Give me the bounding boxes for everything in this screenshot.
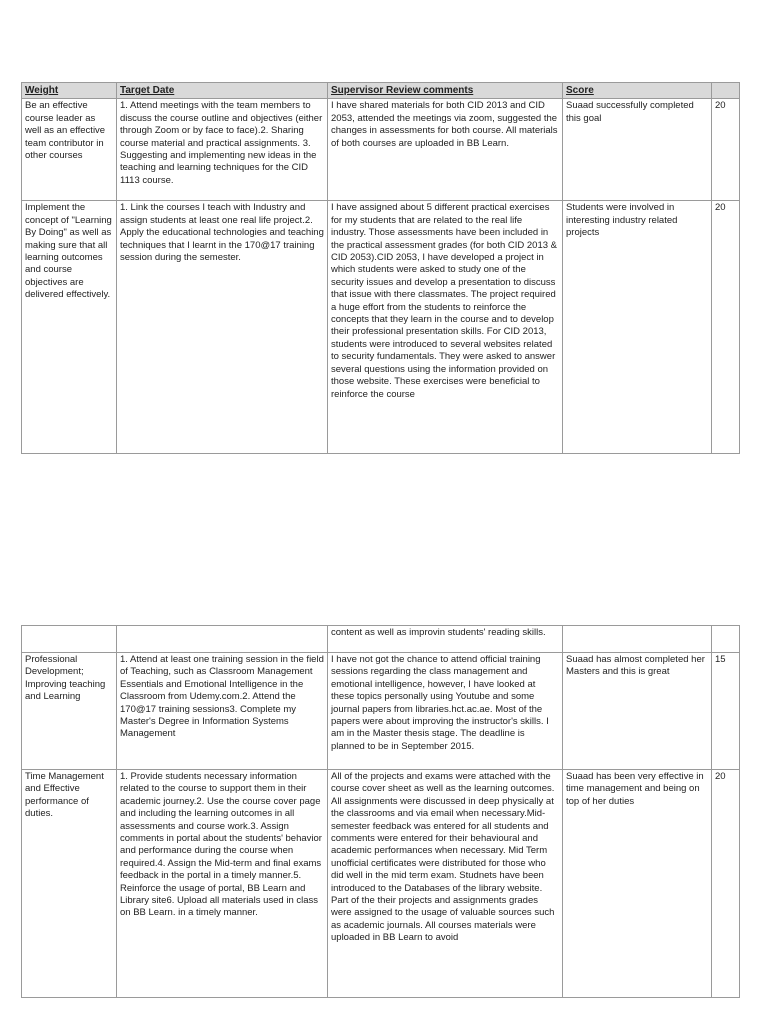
value-cell: 20 xyxy=(712,99,740,201)
target-cell: 1. Link the courses I teach with Industry and assign students at least one real life project.2. Apply the educational technologies and teaching techniques that I learnt in the 170@17 training session during the semester. xyxy=(117,201,328,454)
value-cell xyxy=(712,626,740,653)
value-cell: 20 xyxy=(712,770,740,998)
score-cell: Suaad successfully completed this goal xyxy=(563,99,712,201)
table-row xyxy=(22,770,740,998)
weight-cell: Professional Development; Improving teaching and Learning xyxy=(22,653,117,770)
table-row xyxy=(22,201,740,454)
supervisor-cell: content as well as improvin students' reading skills. xyxy=(328,626,563,653)
header-target-date: Target Date xyxy=(117,83,328,99)
table-row xyxy=(22,99,740,201)
header-row xyxy=(22,83,740,99)
table-row xyxy=(22,653,740,770)
header-weight: Weight xyxy=(22,83,117,99)
review-table-page-1 xyxy=(21,82,740,454)
target-cell: 1. Attend at least one training session in the field of Teaching, such as Classroom Management Essentials and Emotional Intelligence in the Classroom from Udemy.com.2. Attend the 170@17 training sessions3. Complete my Master's Degree in Information Systems Management xyxy=(117,653,328,770)
header-score: Score xyxy=(563,83,712,99)
score-cell: Students were involved in interesting industry related projects xyxy=(563,201,712,454)
score-cell: Suaad has been very effective in time management and being on top of her duties xyxy=(563,770,712,998)
value-cell: 15 xyxy=(712,653,740,770)
weight-cell: Be an effective course leader as well as an effective team contributor in other courses xyxy=(22,99,117,201)
score-cell: Suaad has almost completed her Masters and this is great xyxy=(563,653,712,770)
header-supervisor-comments: Supervisor Review comments xyxy=(328,83,563,99)
target-cell: 1. Attend meetings with the team members to discuss the course outline and objectives (either through Zoom or by face to face).2. Sharing course material and practical assignments. 3. Suggesting and implementing new ideas in the teaching and learning techniques for the CID 1113 course. xyxy=(117,99,328,201)
table-row xyxy=(22,626,740,653)
target-cell: 1. Provide students necessary information related to the course to support them in their academic journey.2. Use the course cover page and including the learning outcomes in all assessments and course work.3. Assign comments in portal about the students' behavior and performance during the course when required.4. Assign the Mid-term and final exams feedback in the portal in a timely manner.5. Reinforce the usage of portal, BB Learn and Library site6. Upload all materials used in class on BB Learn. in a timely manner. xyxy=(117,770,328,998)
header-extra xyxy=(712,83,740,99)
weight-cell: Time Management and Effective performance of duties. xyxy=(22,770,117,998)
supervisor-cell: All of the projects and exams were attached with the course cover sheet as well as the learning outcomes. All assignments were discussed in deep physically at the classrooms and via email when necessary.Mid-semester feedback was entered for all students and comments were entered for their behavioural and academic performances when necessary. Mid Term unofficial certificates were distributed for those who did well in the mid term exam. Studnets have been introduced to the Databases of the library website. Part of the their projects and assignments grades were assigned to the usage of valuable sources such as academic journals. All courses materials were uploaded in BB Learn to avoid xyxy=(328,770,563,998)
weight-cell: Implement the concept of "Learning By Doing" as well as making sure that all learning outcomes and course objectives are delivered effectively. xyxy=(22,201,117,454)
value-cell: 20 xyxy=(712,201,740,454)
supervisor-cell: I have assigned about 5 different practical exercises for my students that are related to the real life industry. Those assessments have been included in the practical assessment grades (for both CID 2013 & CID 2053).CID 2053, I have developed a project in which students were asked to study one of the security issues and develop a presentation to discuss that issue with there classmates. The project required a huge effort from the students to reinforce the concepts that they learn in the course and to develop their professional presentation skills. For CID 2013, students were introduced to several websites related to security fundamentals. They were asked to answer several questions using the information provided on those website. These exercises were beneficial to reinforce the course xyxy=(328,201,563,454)
supervisor-cell: I have shared materials for both CID 2013 and CID 2053, attended the meetings via zoom, suggested the changes in assessments for both course. All materials of both courses are uploaded in BB Learn. xyxy=(328,99,563,201)
review-table-page-2 xyxy=(21,625,740,998)
score-cell xyxy=(563,626,712,653)
weight-cell xyxy=(22,626,117,653)
supervisor-cell: I have not got the chance to attend official training sessions regarding the class management and emotional intelligence, however, I have looked at these topics personally using Youtube and some journal papers from libraries.hct.ac.ae. Most of the papers were about improving the instructor's skills. I am in the Master thesis stage. The deadline is planned to be in September 2015. xyxy=(328,653,563,770)
target-cell xyxy=(117,626,328,653)
